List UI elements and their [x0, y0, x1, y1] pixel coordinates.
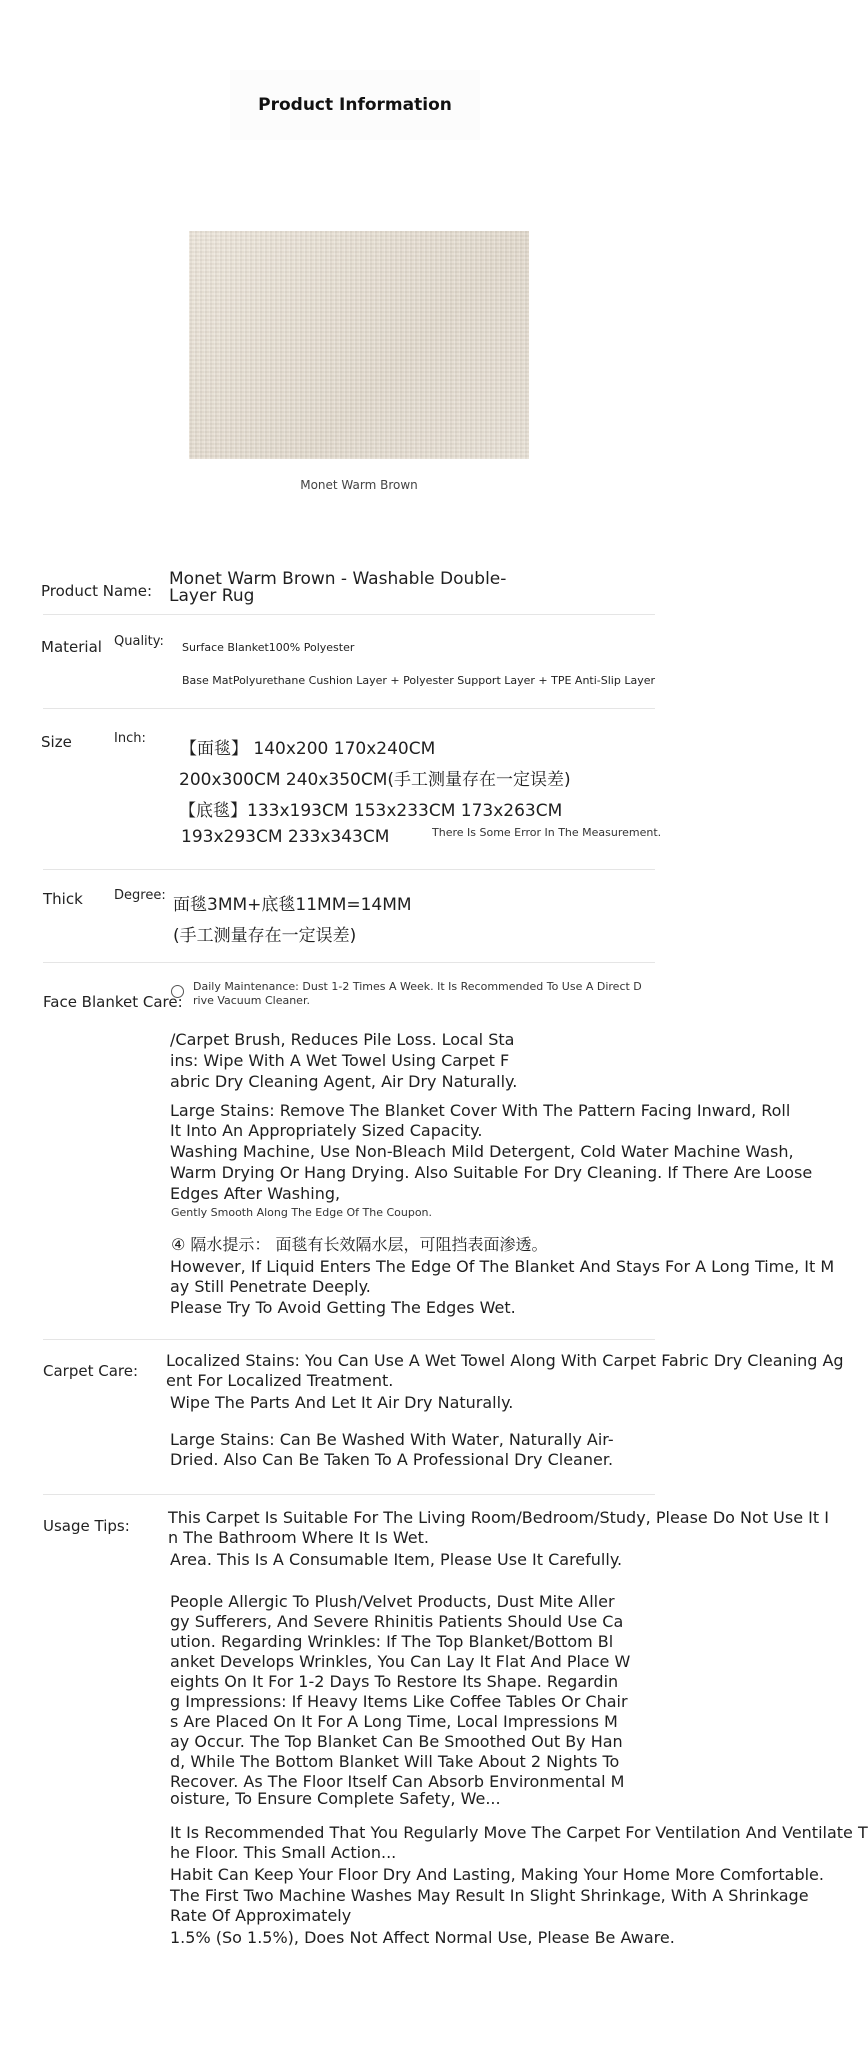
circle-bullet-icon — [171, 985, 184, 998]
large-stains-line: Warm Drying Or Hang Drying. Also Suitable For Dry Cleaning. If There Are Loose — [170, 1163, 813, 1182]
daily-maintenance-line1: Daily Maintenance: Dust 1-2 Times A Week. It Is Recommended To Use A Direct D — [193, 980, 642, 993]
size-line2: 200x300CM 240x350CM(手工测量存在一定误差) — [179, 770, 571, 790]
water-line: Please Try To Avoid Getting The Edges Wet. — [170, 1298, 516, 1317]
allergy-line: Recover. As The Floor Itself Can Absorb Environmental M — [170, 1772, 625, 1791]
water-line: ay Still Penetrate Deeply. — [170, 1277, 371, 1296]
move-carpet-line: Rate Of Approximately — [170, 1906, 352, 1925]
product-swatch-image — [189, 231, 529, 459]
material-line1: Surface Blanket100% Polyester — [182, 641, 355, 654]
product-name-label: Product Name: — [41, 582, 153, 600]
carpet-care-line: ent For Localized Treatment. — [166, 1371, 394, 1390]
size-line3: 【底毯】133x193CM 153x233CM 173x263CM — [179, 801, 563, 821]
material-label: Material — [41, 638, 102, 656]
large-stains-line: Washing Machine, Use Non-Bleach Mild Detergent, Cold Water Machine Wash, — [170, 1142, 794, 1161]
allergy-line: oisture, To Ensure Complete Safety, We... — [170, 1789, 501, 1808]
large-stains-line: Large Stains: Remove The Blanket Cover With The Pattern Facing Inward, Roll — [170, 1101, 791, 1120]
carpet-care-line: Wipe The Parts And Let It Air Dry Naturally. — [170, 1393, 514, 1412]
carpet-care-line: Localized Stains: You Can Use A Wet Towel Along With Carpet Fabric Dry Cleaning Ag — [166, 1351, 844, 1370]
carpet-care-label: Carpet Care: — [43, 1362, 139, 1380]
move-carpet-line: he Floor. This Small Action... — [170, 1843, 397, 1862]
move-carpet-line: Habit Can Keep Your Floor Dry And Lasting, Making Your Home More Comfortable. — [170, 1865, 824, 1884]
divider — [43, 1339, 655, 1340]
allergy-line: ution. Regarding Wrinkles: If The Top Blanket/Bottom Bl — [170, 1632, 614, 1651]
allergy-line: ay Occur. The Top Blanket Can Be Smoothed Out By Han — [170, 1732, 623, 1751]
page-title: Product Information — [258, 95, 452, 115]
gently-smooth-note: Gently Smooth Along The Edge Of The Coupon. — [171, 1206, 433, 1219]
divider — [43, 869, 655, 870]
size-sublabel: Inch: — [114, 731, 146, 746]
daily-maintenance-line2: rive Vacuum Cleaner. — [193, 994, 310, 1007]
carpet-large-line: Dried. Also Can Be Taken To A Professional Dry Cleaner. — [170, 1450, 614, 1469]
size-line1: 【面毯】 140x200 170x240CM — [180, 739, 436, 759]
divider — [43, 708, 655, 709]
size-line4: 193x293CM 233x343CM — [181, 827, 390, 847]
usage-intro-line: n The Bathroom Where It Is Wet. — [168, 1528, 430, 1547]
large-stains-line: It Into An Appropriately Sized Capacity. — [170, 1121, 483, 1140]
move-carpet-line: It Is Recommended That You Regularly Move The Carpet For Ventilation And Ventilate T — [170, 1823, 868, 1842]
allergy-line: s Are Placed On It For A Long Time, Local Impressions M — [170, 1712, 618, 1731]
thick-line2: (手工测量存在一定误差) — [173, 926, 357, 946]
brush-line: ins: Wipe With A Wet Towel Using Carpet F — [170, 1051, 510, 1070]
water-tip: ④ 隔水提示： 面毯有长效隔水层，可阻挡表面渗透。 — [171, 1235, 548, 1254]
thick-sublabel: Degree: — [114, 888, 166, 903]
material-line2: Base MatPolyurethane Cushion Layer + Polyester Support Layer + TPE Anti-Slip Layer — [182, 674, 656, 687]
large-stains-line: Edges After Washing, — [170, 1184, 341, 1203]
allergy-line: gy Sufferers, And Severe Rhinitis Patients Should Use Ca — [170, 1612, 624, 1631]
allergy-line: d, While The Bottom Blanket Will Take About 2 Nights To — [170, 1752, 620, 1771]
material-sublabel: Quality: — [114, 634, 164, 649]
move-carpet-line: The First Two Machine Washes May Result In Slight Shrinkage, With A Shrinkage — [170, 1886, 809, 1905]
usage-intro-line: This Carpet Is Suitable For The Living Room/Bedroom/Study, Please Do Not Use It I — [168, 1508, 829, 1527]
divider — [43, 1494, 655, 1495]
thick-label: Thick — [43, 890, 83, 908]
divider — [43, 962, 655, 963]
brush-line: /Carpet Brush, Reduces Pile Loss. Local Sta — [170, 1030, 515, 1049]
title-box — [230, 70, 480, 140]
allergy-line: People Allergic To Plush/Velvet Products, Dust Mite Aller — [170, 1592, 615, 1611]
swatch-caption: Monet Warm Brown — [300, 478, 418, 492]
carpet-large-line: Large Stains: Can Be Washed With Water, Naturally Air- — [170, 1430, 614, 1449]
size-label: Size — [41, 733, 72, 751]
divider — [43, 614, 655, 615]
size-note: There Is Some Error In The Measurement. — [432, 826, 662, 839]
allergy-line: g Impressions: If Heavy Items Like Coffee Tables Or Chair — [170, 1692, 628, 1711]
allergy-line: eights On It For 1-2 Days To Restore Its Shape. Regardin — [170, 1672, 619, 1691]
water-line: However, If Liquid Enters The Edge Of The Blanket And Stays For A Long Time, It M — [170, 1257, 835, 1276]
product-name-value-line2: Layer Rug — [169, 586, 255, 606]
thick-line1: 面毯3MM+底毯11MM=14MM — [173, 895, 412, 915]
brush-line: abric Dry Cleaning Agent, Air Dry Naturally. — [170, 1072, 518, 1091]
usage-intro-line: Area. This Is A Consumable Item, Please Use It Carefully. — [170, 1550, 623, 1569]
move-carpet-line: 1.5% (So 1.5%), Does Not Affect Normal Use, Please Be Aware. — [170, 1928, 675, 1947]
allergy-line: anket Develops Wrinkles, You Can Lay It Flat And Place W — [170, 1652, 631, 1671]
product-name-value-line1: Monet Warm Brown - Washable Double- — [169, 569, 507, 589]
usage-tips-label: Usage Tips: — [43, 1517, 130, 1535]
face-blanket-care-label: Face Blanket Care: — [43, 993, 183, 1011]
